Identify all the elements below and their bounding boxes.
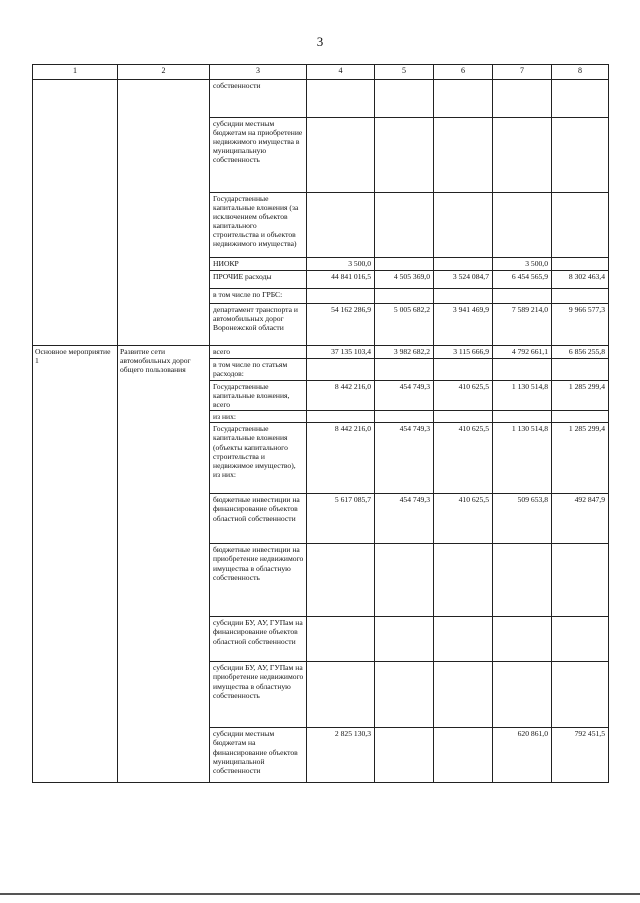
value-cell	[493, 193, 552, 258]
value-cell	[434, 118, 493, 193]
value-cell	[552, 617, 609, 662]
expense-item-label: Государственные капитальные вложения, всего	[210, 381, 307, 411]
value-cell	[434, 544, 493, 617]
value-cell: 410 625,5	[434, 494, 493, 544]
value-cell	[375, 359, 434, 381]
value-cell: 492 847,9	[552, 494, 609, 544]
expense-item-label: собственности	[210, 80, 307, 118]
header-cell-8: 8	[552, 65, 609, 80]
value-cell	[552, 359, 609, 381]
value-cell	[375, 258, 434, 271]
value-cell: 620 861,0	[493, 728, 552, 783]
value-cell: 3 982 682,2	[375, 346, 434, 359]
value-cell	[493, 617, 552, 662]
value-cell	[375, 662, 434, 728]
value-cell	[552, 118, 609, 193]
value-cell: 44 841 016,5	[307, 271, 375, 289]
value-cell	[552, 544, 609, 617]
value-cell: 4 505 369,0	[375, 271, 434, 289]
value-cell	[493, 80, 552, 118]
value-cell	[307, 544, 375, 617]
scan-edge-line	[0, 893, 640, 895]
value-cell: 1 130 514,8	[493, 423, 552, 494]
value-cell	[434, 258, 493, 271]
value-cell: 4 792 661,1	[493, 346, 552, 359]
expense-item-label: субсидии БУ, АУ, ГУПам на приобретение недвижимого имущества в областную собственность	[210, 662, 307, 728]
group1-col2-cell	[118, 80, 210, 346]
value-cell	[434, 617, 493, 662]
expense-item-label: ПРОЧИЕ расходы	[210, 271, 307, 289]
value-cell	[307, 80, 375, 118]
value-cell	[307, 411, 375, 423]
expense-item-label: Государственные капитальные вложения (объекты капитального строительства и недвижимое имущество), из них:	[210, 423, 307, 494]
value-cell: 410 625,5	[434, 381, 493, 411]
value-cell	[307, 289, 375, 304]
value-cell: 9 966 577,3	[552, 304, 609, 346]
value-cell	[434, 662, 493, 728]
value-cell	[552, 193, 609, 258]
value-cell	[493, 289, 552, 304]
value-cell	[434, 193, 493, 258]
budget-table	[32, 64, 609, 783]
value-cell: 3 115 666,9	[434, 346, 493, 359]
value-cell: 454 749,3	[375, 381, 434, 411]
value-cell: 8 442 216,0	[307, 423, 375, 494]
value-cell: 1 285 299,4	[552, 423, 609, 494]
value-cell	[493, 662, 552, 728]
value-cell: 5 005 682,2	[375, 304, 434, 346]
page-number: 3	[316, 34, 324, 49]
value-cell	[552, 662, 609, 728]
header-cell-6: 6	[434, 65, 493, 80]
value-cell: 6 454 565,9	[493, 271, 552, 289]
value-cell: 792 451,5	[552, 728, 609, 783]
value-cell	[375, 728, 434, 783]
value-cell: 8 302 463,4	[552, 271, 609, 289]
value-cell: 37 135 103,4	[307, 346, 375, 359]
activity-title-cell: Основное мероприятие 1	[33, 346, 118, 783]
expense-item-label: всего	[210, 346, 307, 359]
value-cell: 3 500,0	[307, 258, 375, 271]
value-cell: 2 825 130,3	[307, 728, 375, 783]
header-row	[33, 65, 609, 80]
value-cell	[375, 411, 434, 423]
header-cell-3: 3	[210, 65, 307, 80]
value-cell	[375, 80, 434, 118]
value-cell	[375, 193, 434, 258]
expense-item-label: НИОКР	[210, 258, 307, 271]
value-cell	[307, 359, 375, 381]
value-cell: 454 749,3	[375, 423, 434, 494]
value-cell	[493, 544, 552, 617]
value-cell: 3 941 469,9	[434, 304, 493, 346]
value-cell	[375, 544, 434, 617]
expense-item-label: бюджетные инвестиции на финансирование объектов областной собственности	[210, 494, 307, 544]
value-cell	[493, 118, 552, 193]
value-cell: 3 524 084,7	[434, 271, 493, 289]
value-cell: 6 856 255,8	[552, 346, 609, 359]
value-cell	[375, 118, 434, 193]
header-cell-1: 1	[33, 65, 118, 80]
header-cell-5: 5	[375, 65, 434, 80]
table-row	[33, 346, 609, 359]
value-cell: 1 285 299,4	[552, 381, 609, 411]
value-cell: 7 589 214,0	[493, 304, 552, 346]
expense-item-label: из них:	[210, 411, 307, 423]
value-cell: 509 653,8	[493, 494, 552, 544]
value-cell: 3 500,0	[493, 258, 552, 271]
value-cell	[434, 411, 493, 423]
expense-item-label: Государственные капитальные вложения (за исключением объектов капитального строительства и объектов недвижимого имущества)	[210, 193, 307, 258]
value-cell	[307, 662, 375, 728]
value-cell	[552, 411, 609, 423]
value-cell	[375, 289, 434, 304]
value-cell: 5 617 085,7	[307, 494, 375, 544]
header-cell-2: 2	[118, 65, 210, 80]
value-cell: 54 162 286,9	[307, 304, 375, 346]
header-cell-7: 7	[493, 65, 552, 80]
value-cell	[307, 617, 375, 662]
value-cell	[307, 193, 375, 258]
value-cell	[434, 80, 493, 118]
value-cell: 1 130 514,8	[493, 381, 552, 411]
value-cell	[552, 258, 609, 271]
expense-item-label: департамент транспорта и автомобильных дорог Воронежской области	[210, 304, 307, 346]
expense-item-label: субсидии местным бюджетам на финансирование объектов муниципальной собственности	[210, 728, 307, 783]
expense-item-label: субсидии местным бюджетам на приобретение недвижимого имущества в муниципальную собственность	[210, 118, 307, 193]
value-cell	[375, 617, 434, 662]
value-cell	[434, 289, 493, 304]
expense-item-label: в том числе по статьям расходов:	[210, 359, 307, 381]
value-cell: 8 442 216,0	[307, 381, 375, 411]
value-cell	[552, 80, 609, 118]
value-cell	[434, 359, 493, 381]
table-row	[33, 80, 609, 118]
value-cell	[434, 728, 493, 783]
value-cell	[493, 411, 552, 423]
value-cell: 454 749,3	[375, 494, 434, 544]
group1-col1-cell	[33, 80, 118, 346]
expense-item-label: в том числе по ГРБС:	[210, 289, 307, 304]
value-cell	[493, 359, 552, 381]
expense-item-label: субсидии БУ, АУ, ГУПам на финансирование объектов областной собственности	[210, 617, 307, 662]
value-cell	[307, 118, 375, 193]
activity-name-cell: Развитие сети автомобильных дорог общего пользования	[118, 346, 210, 783]
value-cell: 410 625,5	[434, 423, 493, 494]
header-cell-4: 4	[307, 65, 375, 80]
expense-item-label: бюджетные инвестиции на приобретение недвижимого имущества в областную собственность	[210, 544, 307, 617]
value-cell	[552, 289, 609, 304]
